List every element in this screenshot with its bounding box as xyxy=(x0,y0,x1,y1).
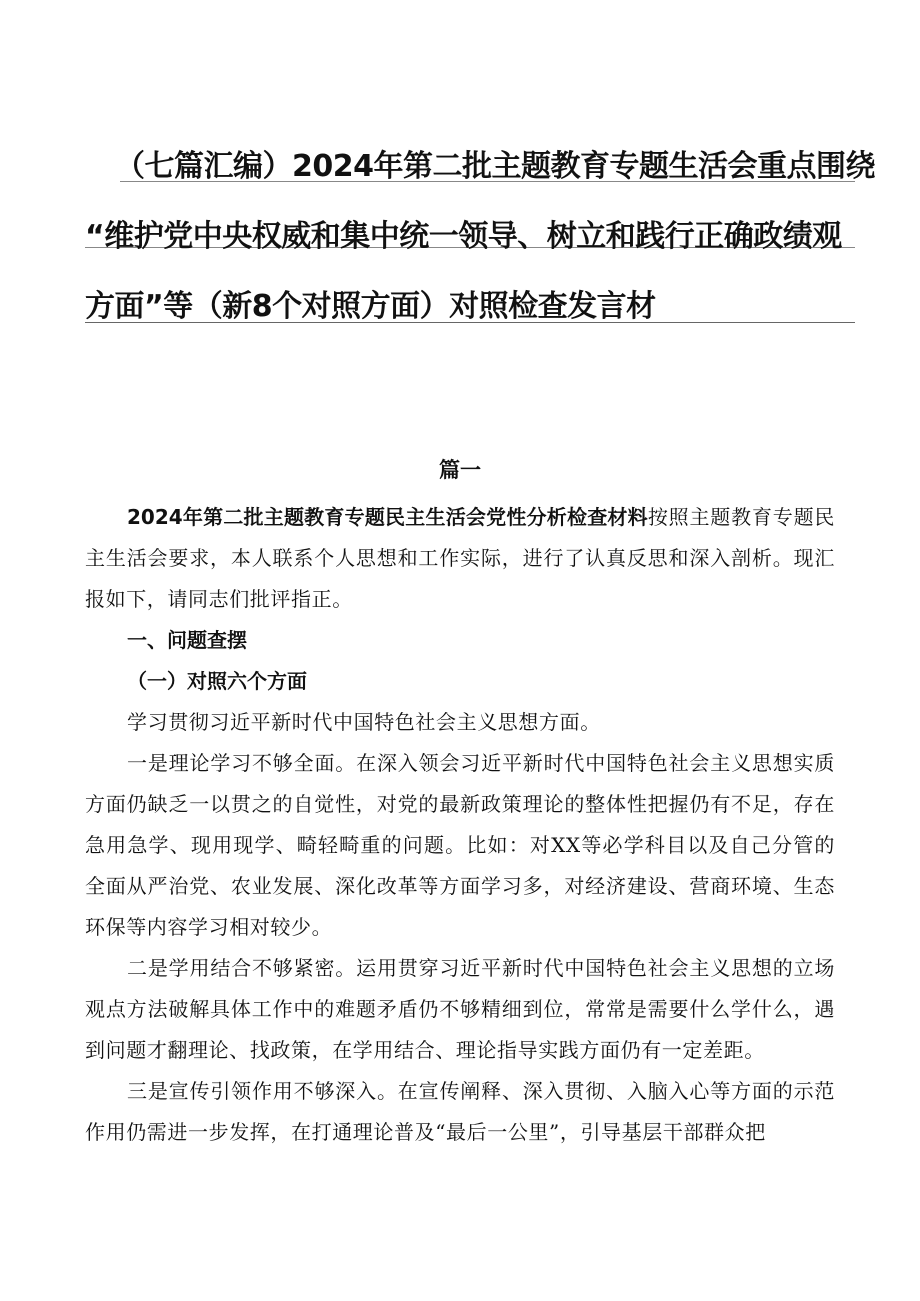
intro-bold-title: 2024年第二批主题教育专题民主生活会党性分析检查材料 xyxy=(127,505,648,529)
body-paragraph-3: 三是宣传引领作用不够深入。在宣传阐释、深入贯彻、入脑入心等方面的示范作用仍需进一步发挥，在打通理论普及“最后一公里”，引导基层干部群众把 xyxy=(85,1079,835,1144)
subsection-heading-1: （一）对照六个方面 xyxy=(127,669,307,693)
document-body xyxy=(85,455,835,1153)
title-line-1: （七篇汇编）2024年第二批主题教育专题生活会重点围绕 xyxy=(115,149,875,184)
body-paragraph-2: 二是学用结合不够紧密。运用贯穿习近平新时代中国特色社会主义思想的立场观点方法破解具体工作中的难题矛盾仍不够精细到位，常常是需要什么学什么，遇到问题才翻理论、找政策，在学用结合、理论指导实践方面仍有一定差距。 xyxy=(85,956,835,1062)
body-paragraph-1: 一是理论学习不够全面。在深入领会习近平新时代中国特色社会主义思想实质方面仍缺乏一以贯之的自觉性，对党的最新政策理论的整体性把握仍有不足，存在急用急学、现用现学、畸轻畸重的问题。比如：对XX等必学科目以及自己分管的全面从严治党、农业发展、深化改革等方面学习多，对经济建设、营商环境、生态环保等内容学习相对较少。 xyxy=(85,751,835,939)
document-title xyxy=(85,132,875,342)
intro-paragraph xyxy=(85,497,835,620)
intro-text: 按照主题教育专题民主生活会要求，本人联系个人思想和工作实际，进行了认真反思和深入剖析。现汇报如下，请同志们批评指正。 xyxy=(85,505,835,611)
aspect-paragraph-1: 学习贯彻习近平新时代中国特色社会主义思想方面。 xyxy=(127,710,601,734)
chapter-heading: 篇一 xyxy=(439,458,481,482)
title-line-2: “维护党中央权威和集中统一领导、树立和践行正确政绩观 xyxy=(85,219,842,254)
section-heading-1: 一、问题查摆 xyxy=(127,628,247,652)
title-line-3: 方面”等（新8个对照方面）对照检查发言材 xyxy=(85,289,656,324)
